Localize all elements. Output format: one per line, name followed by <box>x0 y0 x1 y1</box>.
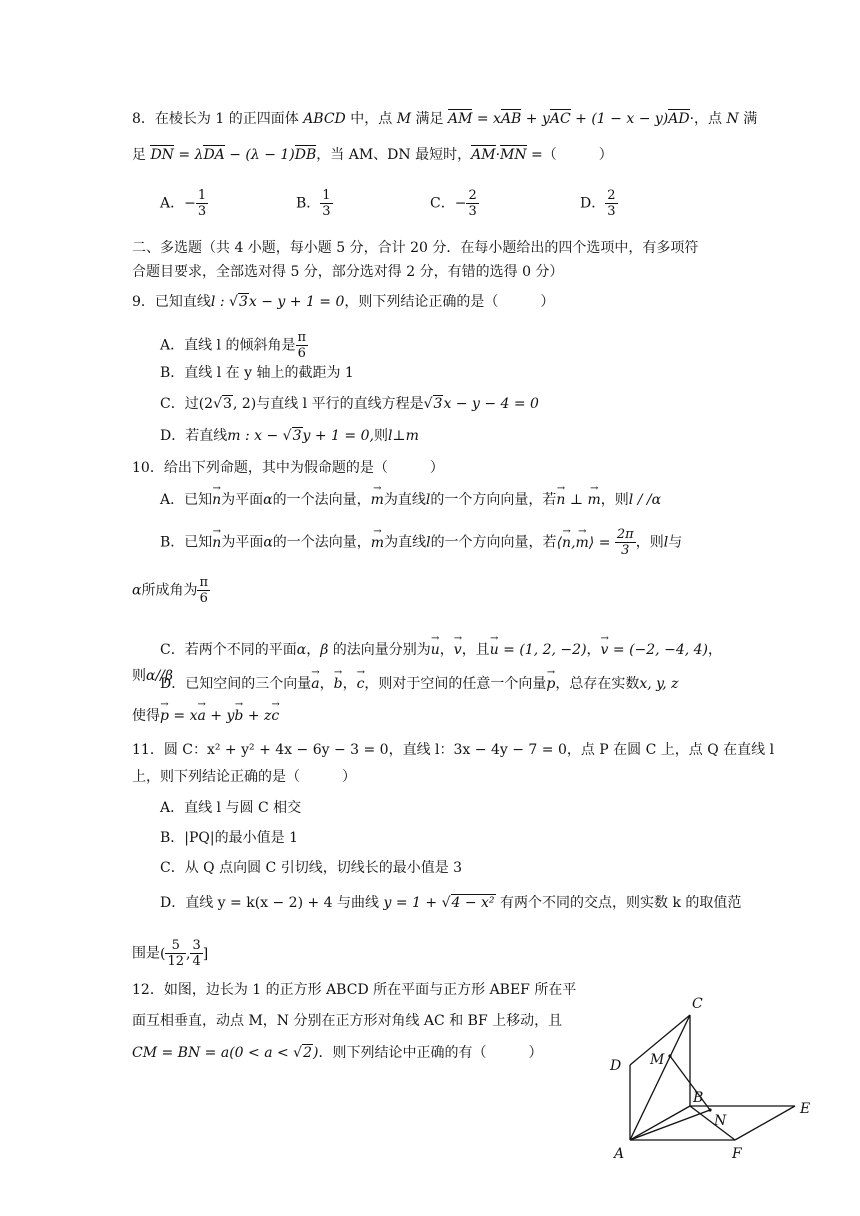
vector-m: → m <box>371 490 384 510</box>
line-l: l <box>425 492 431 508</box>
vector-u: → u <box>431 640 440 660</box>
q10-text: 的一个法向量， <box>272 492 371 508</box>
q11-text: D．直线 y = k(x − 2) + 4 与曲线 <box>160 895 380 911</box>
vector-v: → v <box>454 640 462 660</box>
label-a: A <box>614 1146 625 1162</box>
option-fraction <box>466 188 478 219</box>
edge-ab <box>630 1106 690 1140</box>
q10-text: C．若两个不同的平面 <box>160 642 297 658</box>
q10-text: ， <box>439 642 454 658</box>
q10-text: 则 <box>132 668 146 684</box>
q9-stem <box>132 292 554 312</box>
q8-option-a <box>160 188 208 219</box>
section-2-heading: 二、多选题（共 4 小题，每小题 5 分，合计 20 分．在每小题给出的四个选项中，有多项符 <box>132 240 699 256</box>
q8-point-m: M <box>396 111 412 127</box>
q10-option-d-cont <box>132 706 279 726</box>
q8-text: 中，点 <box>345 111 397 127</box>
parallel-planes: α//β <box>146 668 173 684</box>
q9-c-point: (2√3, 2) <box>198 396 257 412</box>
point-m <box>668 1054 671 1057</box>
q10-option-b <box>160 527 682 558</box>
q8-dot-product: AM·MN <box>471 147 527 163</box>
curve-equation: y = 1 + √4 − x² <box>383 895 495 911</box>
q10-text: ，则对于空间的任意一个向量 <box>364 676 547 692</box>
q11-option-d <box>160 893 741 913</box>
q9-option-c <box>160 394 539 414</box>
q11-option-b: B．|PQ|的最小值是 1 <box>160 830 298 846</box>
alpha: α <box>263 492 273 508</box>
vector-n: → n <box>212 490 221 510</box>
denominator: 6 <box>297 346 306 361</box>
q10-text: 的一个法向量， <box>272 534 371 551</box>
numerator: π <box>297 330 307 345</box>
q9-d-text: D．若直线 <box>160 428 228 444</box>
edge-fe <box>735 1106 795 1140</box>
q10-text: 的一个方向向量，若 <box>430 492 557 508</box>
q9-a-fraction <box>296 330 309 361</box>
q10-text: ，总存在实数 <box>555 676 640 692</box>
denominator: 3 <box>197 204 207 219</box>
q9-text: ，则下列结论正确的是（ ） <box>344 294 555 310</box>
numerator: 1 <box>197 188 207 203</box>
option-fraction <box>196 188 208 219</box>
option-fraction <box>605 188 617 219</box>
q9-option-a <box>160 330 308 361</box>
q8-option-c <box>430 188 479 219</box>
option-label: A． <box>160 195 185 212</box>
q12-stem: 12．如图，边长为 1 的正方形 ABCD 所在平面与正方形 ABEF 所在平 <box>132 982 577 998</box>
label-f: F <box>732 1146 742 1162</box>
q9-a-text: A．直线 l 的倾斜角是 <box>160 337 296 354</box>
q12-stem-cont2 <box>132 1043 542 1063</box>
q8-text: ，点 <box>694 111 727 127</box>
label-d: D <box>610 1058 622 1074</box>
q10-text: B．已知 <box>160 534 213 551</box>
option-sign: − <box>184 195 196 212</box>
q10-text: ，则 <box>600 492 629 508</box>
q11-text: 有两个不同的交点，则实数 k 的取值范 <box>500 895 742 911</box>
u-value: → u = (1, 2, −2) <box>490 642 587 658</box>
q9-option-d <box>160 426 419 446</box>
q9-c-text: 与直线 l 平行的直线方程是 <box>256 396 424 412</box>
option-label: B． <box>296 195 321 212</box>
angle-cond: ⟨→ n,→ m⟩ = $\frac{2\pi}{3}$ <box>557 535 636 551</box>
q12-stem-cont: 面互相垂直，动点 M，N 分别在正方形对角线 AC 和 BF 上移动，且 <box>132 1013 563 1029</box>
q10-text: 所成角为 <box>141 582 198 599</box>
vector-c: → c <box>357 674 365 694</box>
q10-text: 为直线 <box>383 492 426 508</box>
q8-tetra: ABCD <box>303 111 346 127</box>
denominator: 3 <box>322 204 331 219</box>
option-label: D． <box>580 195 606 212</box>
label-b: B <box>693 1090 704 1106</box>
q8-option-b <box>296 188 333 219</box>
vector-a: → a <box>311 674 319 694</box>
option-fraction <box>320 188 332 219</box>
q12-figure <box>600 990 820 1180</box>
q10-text: D．已知空间的三个向量 <box>160 676 312 692</box>
q10-text: 与 <box>668 534 683 551</box>
q11-text: 围是 <box>132 945 160 962</box>
q10-text: ，且 <box>461 642 490 658</box>
q10-option-c: C．若两个不同的平面α，β 的法向量分别为→ u，→ v，且→ u = (1, 2, −2)，→ v = (−2, −4, 4)， <box>160 640 722 660</box>
q8-text: ，当 AM、DN 最短时， <box>316 147 472 163</box>
q11-stem-cont: 上，则下列结论正确的是（ ） <box>132 769 356 785</box>
k-range: ( $\frac{5}{12}$ , $\frac{3}{4}$ ] <box>160 938 209 969</box>
q10-text: A．已知 <box>160 492 213 508</box>
q10-text: 为直线 <box>384 534 427 551</box>
q9-line-equation: l : √3x − y + 1 = 0 <box>210 294 345 310</box>
alpha: α <box>132 582 142 599</box>
q10-option-b-cont <box>132 575 210 606</box>
option-label: C． <box>430 195 455 212</box>
q9-c-text: C．过 <box>160 396 199 412</box>
section-2-heading-cont: 合题目要求，全部选对得 5 分，部分选对得 2 分，有错的选得 0 分） <box>132 264 564 280</box>
q8-text: 满 <box>738 111 758 127</box>
q10-text: ， <box>306 642 321 658</box>
q12-text: ．则下列结论中正确的有（ ） <box>318 1045 543 1061</box>
q8-text: 足 <box>132 147 151 163</box>
q9-c-equation: √3x − y − 4 = 0 <box>423 396 539 412</box>
label-e: E <box>800 1101 811 1117</box>
q10-text: 使得 <box>132 708 160 724</box>
label-n: N <box>714 1113 727 1129</box>
numerator: 2 <box>607 188 616 203</box>
q8-text: =（ ） <box>526 147 613 163</box>
q10-text: 的法向量分别为 <box>328 642 431 658</box>
perp-cond: → n ⊥ → m <box>556 492 600 508</box>
q8-option-d <box>580 188 618 219</box>
q11-stem: 11．圆 C：x² + y² + 4x − 6y − 3 = 0，直线 l：3x − 4y − 7 = 0，点 P 在圆 C 上，点 Q 在直线 l <box>132 742 775 758</box>
v-value: → v = (−2, −4, 4) <box>601 642 708 658</box>
q8-line2 <box>132 145 613 165</box>
q10-option-d <box>160 674 679 694</box>
line-l: l <box>426 534 431 551</box>
q10-text: ， <box>319 676 334 692</box>
q8-text: 在棱长为 1 的正四面体 <box>154 111 304 127</box>
label-c: C <box>692 996 703 1012</box>
q10-text: ， <box>342 676 357 692</box>
q9-text: 9．已知直线 <box>132 294 211 310</box>
q10-text: 为平面 <box>221 492 264 508</box>
vector-n: → n <box>212 533 221 553</box>
q10-text: ，则 <box>635 534 664 551</box>
q10-text: 为平面 <box>221 534 264 551</box>
q8-text: 满足 <box>411 111 448 127</box>
q10-option-a <box>160 490 661 510</box>
q11-option-a: A．直线 l 与圆 C 相交 <box>160 800 302 816</box>
alpha: α <box>296 642 307 658</box>
angle-fraction: $\frac{\pi}{6}$ <box>199 575 209 606</box>
alpha: α <box>263 534 273 551</box>
reals-xyz: x, y, z <box>639 676 679 692</box>
option-sign: − <box>454 195 467 212</box>
label-m: M <box>650 1052 665 1068</box>
q8-am-formula: AM = xAB + yAC + (1 − x − y)AD <box>447 111 690 127</box>
q9-d-equation: m : x − √3y + 1 = 0, <box>227 428 374 444</box>
q8-number: 8． <box>132 111 155 127</box>
line-l: l <box>663 534 669 551</box>
vector-b: → b <box>334 674 343 694</box>
q11-option-c: C．从 Q 点向圆 C 引切线，切线长的最小值是 3 <box>160 860 463 876</box>
q12-condition: CM = BN = a(0 < a < √2) <box>132 1045 319 1061</box>
p-decomposition: → p = x→ a + y→ b + z→ c <box>160 708 279 724</box>
q8-point-n: N <box>726 111 739 127</box>
q11-option-d-cont <box>132 938 208 969</box>
q8-line1: 8．在棱长为 1 的正四面体 ABCD 中，点 M 满足 AM = xAB + yAC + (1 − x − y)AD·，点 N 满 <box>132 111 758 127</box>
q10-text: 的一个方向向量，若 <box>430 534 557 551</box>
q9-option-b: B．直线 l 在 y 轴上的截距为 1 <box>160 365 354 381</box>
q9-d-text: 则 <box>373 428 388 444</box>
q10-text: ， <box>586 642 601 658</box>
edge-bf <box>690 1106 735 1140</box>
numerator: 2 <box>468 188 477 203</box>
vector-p: → p <box>546 674 555 694</box>
beta: β <box>320 642 329 658</box>
q10-stem: 10．给出下列命题，其中为假命题的是（ ） <box>132 460 444 476</box>
q8-dn-formula: DN = λDA − (λ − 1)DB <box>150 147 317 163</box>
denominator: 3 <box>468 204 477 219</box>
q9-d-perp: l⊥m <box>387 428 419 444</box>
numerator: 1 <box>322 188 331 203</box>
denominator: 3 <box>607 204 616 219</box>
parallel-cond: l / /α <box>628 492 662 508</box>
vector-m: → m <box>371 533 384 553</box>
point-n <box>708 1108 711 1111</box>
